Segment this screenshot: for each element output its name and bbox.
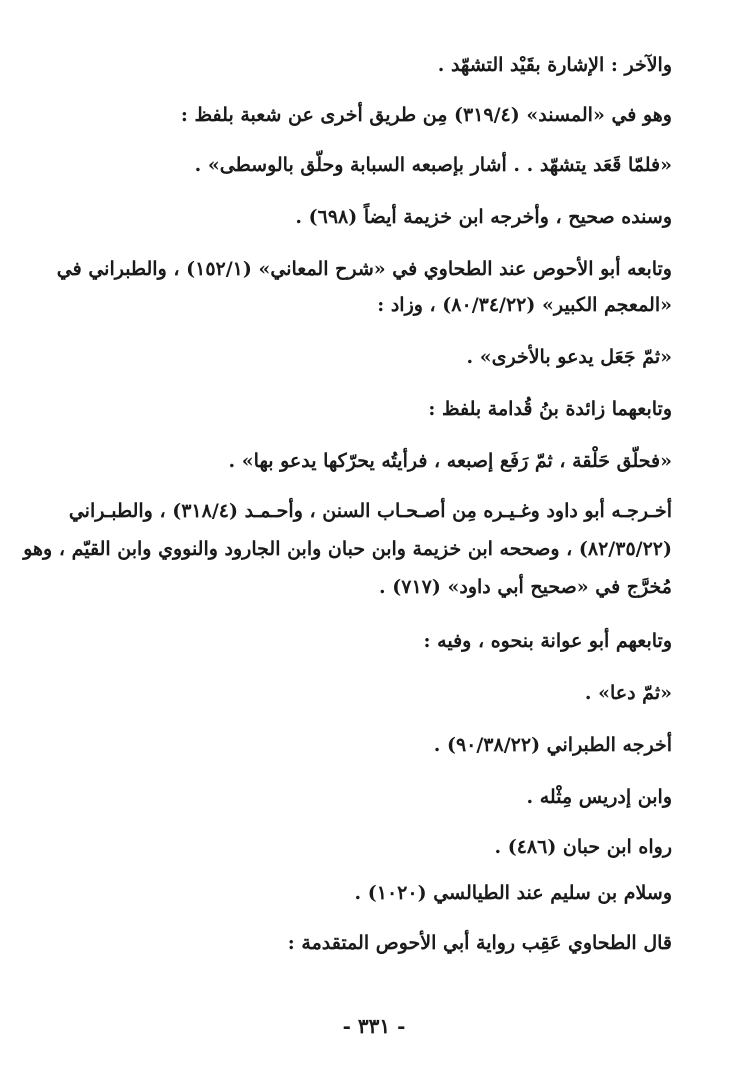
text-line-3: «فلمّا قَعَد يتشهّد . . أشار بإصبعه السبابة وحلّق بالوسطى» .	[194, 154, 672, 176]
text-line-7: «ثمّ جَعَل يدعو بالأخرى» .	[466, 346, 672, 368]
text-line-12: مُخرَّج في «صحيح أبي داود» (٧١٧) .	[379, 576, 672, 598]
text-line-18: وسلام بن سليم عند الطيالسي (١٠٢٠) .	[354, 882, 672, 904]
text-line-1: والآخر : الإشارة بقَيْد التشهّد .	[437, 54, 672, 76]
text-line-9: «فحلّق حَلْقة ، ثمّ رَفَع إصبعه ، فرأيتُه يحرّكها يدعو بها» .	[228, 450, 672, 472]
text-line-13: وتابعهم أبو عوانة بنحوه ، وفيه :	[423, 630, 672, 652]
text-line-4: وسنده صحيح ، وأخرجه ابن خزيمة أيضاً (٦٩٨) .	[295, 206, 672, 228]
text-line-6: «المعجم الكبير» (٨٠/٣٤/٢٢) ، وزاد :	[377, 294, 672, 316]
text-line-8: وتابعهما زائدة بنُ قُدامة بلفظ :	[428, 398, 672, 420]
text-line-16: وابن إدريس مِثْله .	[526, 786, 672, 808]
text-line-5: وتابعه أبو الأحوص عند الطحاوي في «شرح المعاني» (١٥٢/١) ، والطبراني في	[56, 258, 672, 280]
text-line-17: رواه ابن حبان (٤٨٦) .	[494, 836, 672, 858]
text-line-11: (٨٢/٣٥/٢٢) ، وصححه ابن خزيمة وابن حبان وابن الجارود والنووي وابن القيّم ، وهو	[23, 538, 672, 560]
text-line-2: وهو في «المسند» (٣١٩/٤) مِن طريق أخرى عن شعبة بلفظ :	[180, 104, 672, 126]
text-line-10: أخـرجـه أبو داود وغـيـره مِن أصـحـاب السنن ، وأحـمـد (٣١٨/٤) ، والطبـراني	[68, 500, 672, 522]
text-line-14: «ثمّ دعا» .	[584, 682, 672, 704]
text-line-15: أخرجه الطبراني (٩٠/٣٨/٢٢) .	[433, 734, 672, 756]
text-line-19: قال الطحاوي عَقِب رواية أبي الأحوص المتقدمة :	[287, 932, 672, 954]
page-number: - ٣٣١ -	[342, 1014, 406, 1038]
